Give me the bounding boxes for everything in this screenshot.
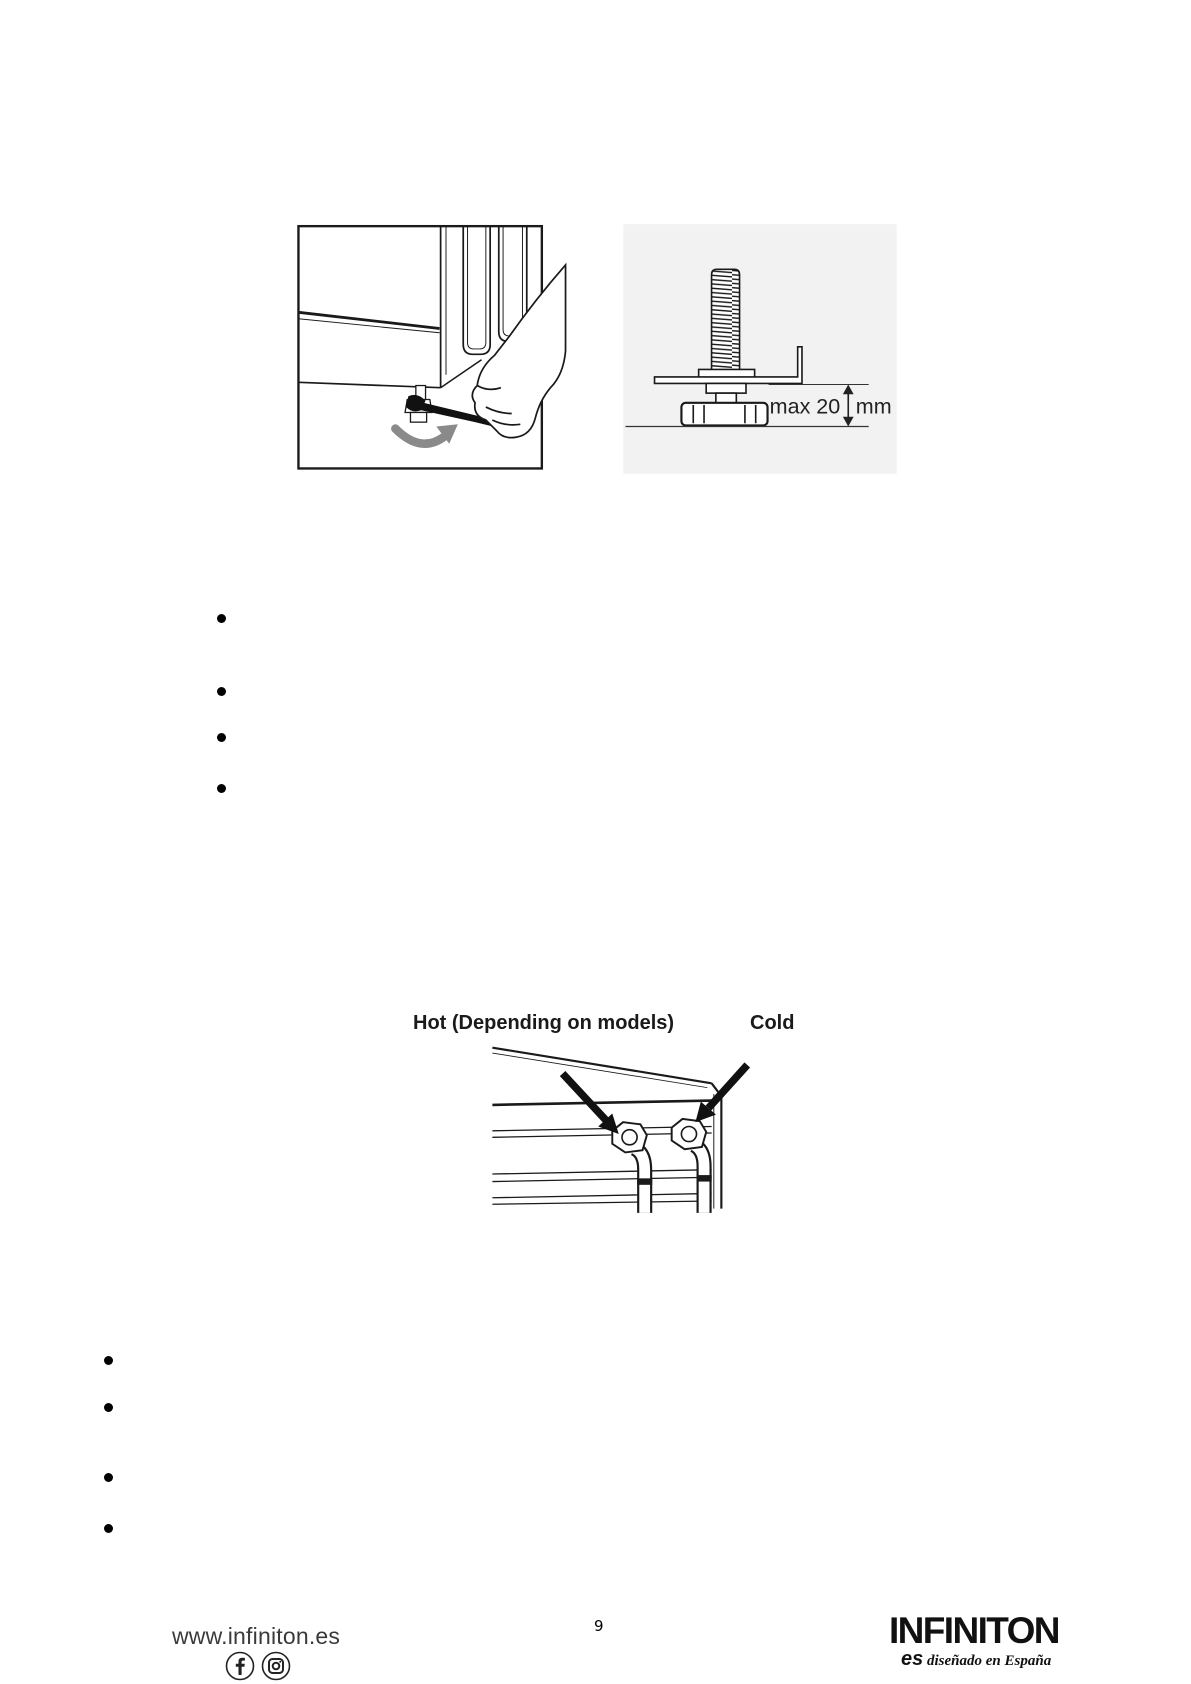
machine-top-edge: [492, 1048, 711, 1084]
bullet: [217, 687, 226, 696]
arrow-shaft: [563, 1074, 606, 1120]
rear-panel-line: [492, 1170, 711, 1174]
bullet: [217, 784, 226, 793]
rear-panel-line: [492, 1201, 711, 1204]
diagram-background: [623, 224, 896, 474]
rear-panel-line: [492, 1101, 711, 1105]
cold-inlet-label: Cold: [750, 1012, 795, 1034]
rear-panel-line: [492, 1193, 711, 1197]
brand-tagline: diseñado en España: [927, 1653, 1052, 1669]
rear-panel-line: [492, 1177, 711, 1181]
threaded-bolt: [712, 269, 740, 372]
page-number: 9: [594, 1617, 604, 1635]
max-height-unit: mm: [855, 394, 892, 419]
hose-clamp: [697, 1175, 712, 1181]
leveling-foot-height-diagram: [620, 222, 900, 476]
instagram-icon: [261, 1651, 291, 1681]
machine-top-edge-inner: [492, 1053, 707, 1088]
max-height-label: max 20: [769, 394, 841, 419]
foot-pad: [681, 403, 767, 426]
bullet: [217, 733, 226, 742]
washer: [706, 383, 746, 393]
inlet-valve-port: [622, 1130, 637, 1145]
bullet: [217, 614, 226, 623]
hot-water-inlet-valve: [612, 1122, 652, 1213]
brand-tagline-mark: es: [901, 1648, 924, 1670]
leveling-foot-base: [410, 412, 426, 422]
water-inlets-illustration: [487, 1040, 757, 1213]
brand-logo: INFINITON: [889, 1610, 1059, 1651]
facebook-icon: [225, 1651, 255, 1681]
bolt-stub: [716, 393, 736, 403]
bullet: [104, 1403, 113, 1412]
hose-clamp: [637, 1178, 652, 1184]
bullet: [104, 1473, 113, 1482]
cold-water-inlet-valve: [672, 1119, 712, 1213]
hot-inlet-label: Hot (Depending on models): [413, 1012, 675, 1034]
bullet: [104, 1524, 113, 1533]
bullet: [104, 1356, 113, 1365]
leveling-foot-adjustment-illustration: [296, 224, 568, 476]
website-url: www.infiniton.es: [172, 1623, 341, 1649]
inlet-valve-port: [681, 1127, 696, 1142]
